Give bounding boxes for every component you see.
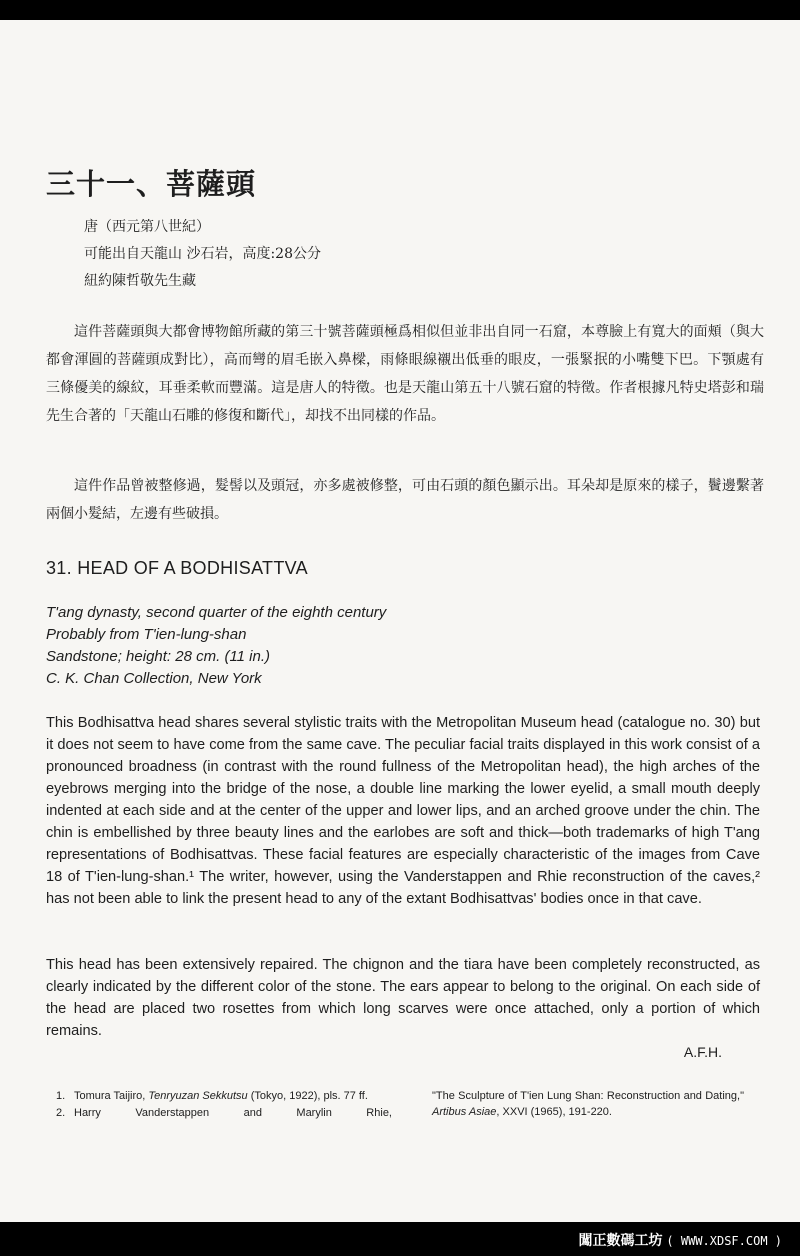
watermark-bar (0, 1222, 800, 1256)
chinese-collection: 紐約陳哲敬先生藏 (84, 273, 196, 289)
english-collection: C. K. Chan Collection, New York (46, 670, 262, 687)
book-page (0, 20, 800, 1222)
footnote-journal-title: Artibus Asiae (432, 1106, 497, 1118)
chinese-period: 唐（西元第八世紀） (84, 219, 210, 235)
english-paragraph-1: This Bodhisattva head shares several stylistic traits with the Metropolitan Museum head (catalogue no. 30) but it does not seem to have come from the same cave. The peculiar facial traits displayed in this work consist of a pronounced broadness (in contrast with the round fullness of the Metropolitan head), the high arches of the eyebrows merging into the bridge of the nose, a double line marking the lower eyelid, a small mouth deeply indented at each side and at the center of the upper and lower lips, and an arched groove under the chin. The chin is embellished by three beauty lines and the earlobes are soft and thick—both trademarks of high T'ang representations of Bodhisattvas. These facial features are especially characteristic of the images from Cave 18 of T'ien-lung-shan.¹ The writer, however, using the Vanderstappen and Rhie reconstruction of the caves,² has not been able to link the present head to any of the extant Bodhisattvas' bodies once in that cave. (46, 715, 760, 907)
footnote-book-title: Tenryuzan Sekkutsu (148, 1090, 248, 1102)
watermark-url: ( WWW.XDSF.COM ) (666, 1234, 782, 1248)
watermark (579, 1230, 782, 1250)
footnote-number: 2. (56, 1107, 66, 1119)
chinese-provenance: 可能出自天龍山 沙石岩，高度:28公分 (84, 246, 321, 262)
chinese-paragraph-1: 這件菩薩頭與大都會博物館所藏的第三十號菩薩頭極爲相似但並非出自同一石窟，本尊臉上有寬大的面頰（與大都會渾圓的菩薩頭成對比），高而彎的眉毛嵌入鼻樑，雨條眼線襯出低垂的眼皮，一張緊抿的小嘴雙下巴。下顎處有三條優美的線紋，耳垂柔軟而豐滿。這是唐人的特徵。也是天龍山第五十八號石窟的特徵。作者根據凡特史塔彭和瑞先生合著的「天龍山石雕的修復和斷代」，却找不出同樣的作品。 (46, 324, 764, 424)
footnote-2 (56, 1105, 392, 1121)
chinese-title: 三十一、菩薩頭 (46, 167, 257, 201)
footnotes-right-column (432, 1088, 744, 1120)
english-catalogue-info (46, 602, 386, 690)
footnote-text: Tomura Taijiro, (74, 1090, 149, 1102)
english-title: 31. HEAD OF A BODHISATTVA (46, 558, 308, 578)
watermark-name: 闖正數碼工坊 (578, 1232, 663, 1248)
author-initials: A.F.H. (683, 1044, 722, 1060)
footnote-2-continued (432, 1088, 744, 1120)
footnote-text: (Tokyo, 1922), pls. 77 ff. (247, 1090, 368, 1102)
footnote-text: Harry Vanderstappen and Marylin Rhie, (74, 1107, 392, 1119)
english-material: Sandstone; height: 28 cm. (11 in.) (46, 648, 271, 665)
footnote-1 (56, 1088, 392, 1104)
footnote-text: , XXVI (1965), 191-220. (496, 1106, 612, 1118)
english-period: T'ang dynasty, second quarter of the eighth century (46, 604, 387, 621)
english-paragraph-2: This head has been extensively repaired. The chignon and the tiara have been completely reconstructed, as clearly indicated by the different color of the stone. The ears appear to belong to the original. On each side of the head are placed two rosettes from which long scarves were once attached, only a portion of which remains. (46, 957, 760, 1039)
english-provenance: Probably from T'ien-lung-shan (46, 626, 247, 643)
footnotes-left-column (56, 1088, 392, 1122)
chinese-catalogue-info (84, 214, 321, 295)
chinese-paragraph-2: 這件作品曾被整修過，髮髻以及頭冠，亦多處被修整，可由石頭的顏色顯示出。耳朵却是原來的樣子，鬢邊繫著兩個小髮結，左邊有些破損。 (46, 478, 764, 522)
footnote-number: 1. (56, 1090, 66, 1102)
footnote-text: "The Sculpture of T'ien Lung Shan: Reconstruction and Dating," (432, 1090, 744, 1102)
